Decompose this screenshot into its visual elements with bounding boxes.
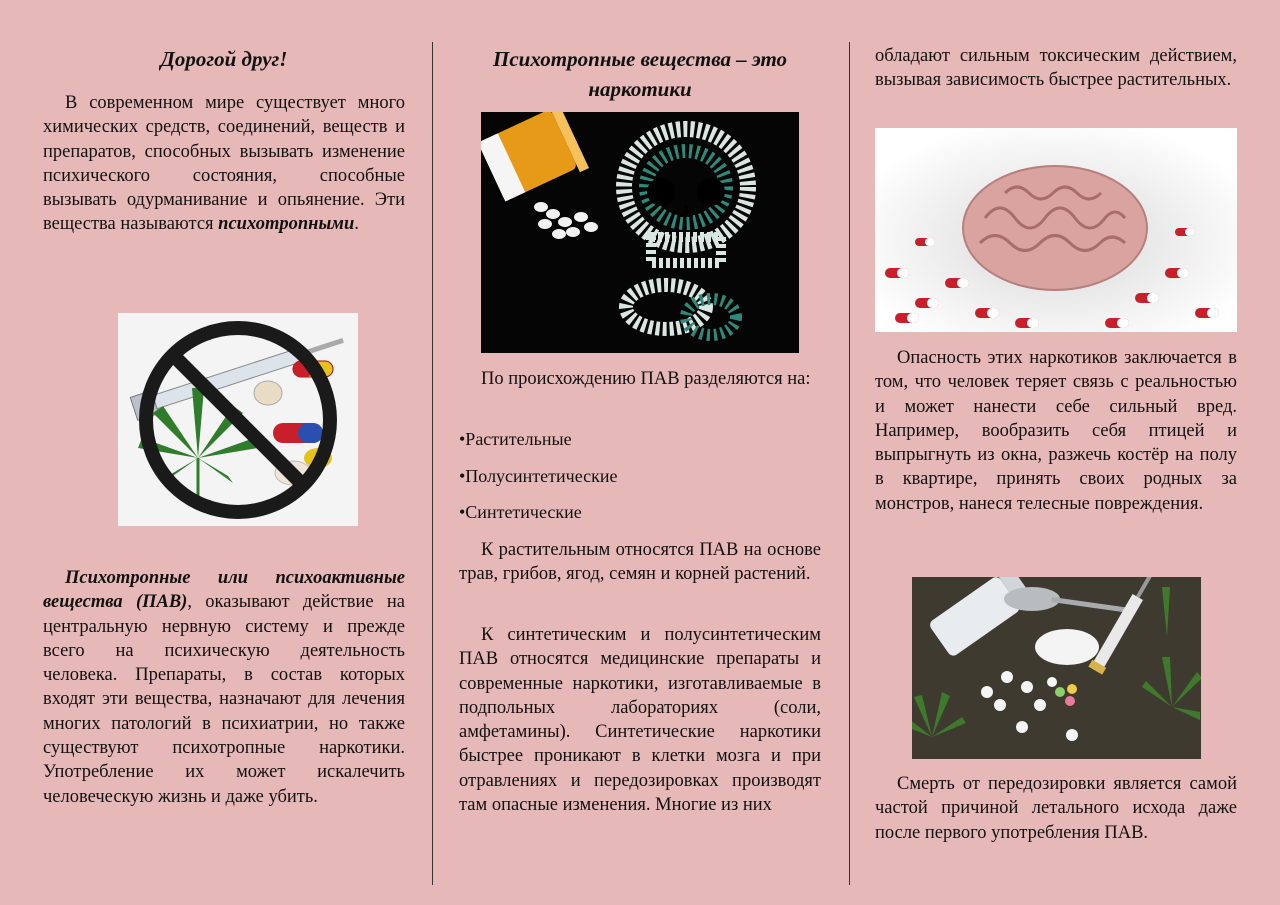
intro-emphasis: психотропными bbox=[218, 214, 355, 235]
column-divider-left bbox=[432, 42, 433, 885]
pav-definition-emphasis: Психотропные или психоактивные вещества (ПАВ) bbox=[43, 568, 405, 613]
origin-list-item-2: •Полусинтетические bbox=[459, 466, 618, 486]
continued-paragraph: обладают сильным токсическим действием, вызывая зависимость быстрее растительных. bbox=[875, 46, 1237, 91]
greeting-title: Дорогой друг! bbox=[160, 47, 288, 71]
drugs-table-image bbox=[912, 577, 1201, 759]
origin-list-item-1: •Растительные bbox=[459, 429, 572, 449]
intro-paragraph bbox=[43, 91, 405, 237]
origin-intro-text: По происхождению ПАВ разделяются на: bbox=[481, 369, 811, 389]
pav-definition-text: , оказывают действие на центральную нервную систему и прежде всего на психическую деятельность человека. Препараты, в состав которых входят эти вещества, назначают для лечения многих патологий в психиатрии, но также существуют психотропные наркотики. Употребление их может искалечить человеческую жизнь и даже убить. bbox=[43, 592, 405, 807]
pill-skull-image bbox=[481, 112, 799, 353]
intro-text: В современном мире существует много химических средств, соединений, веществ и препаратов, способных вызывать изменение психического состояния, способные вызывать одурманивание и опьянение. Эти вещества называются bbox=[43, 93, 405, 235]
brain-pills-image bbox=[875, 128, 1237, 332]
intro-end: . bbox=[354, 214, 359, 235]
origin-intro bbox=[459, 367, 821, 391]
section-title: Психотропные вещества – это наркотики bbox=[493, 47, 787, 101]
synthetic-paragraph: К синтетическим и полусинтетическим ПАВ относятся медицинские препараты и современные наркотики, изготавливаемые в подпольных лабораториях (соли, амфетамины). Синтетические наркотики быстрее проникают в клетки мозга и при отравлениях и передозировках производят там опасные изменения. Многие из них bbox=[459, 625, 821, 816]
death-paragraph: Смерть от передозировки является самой частой причиной летального исхода даже после первого употребления ПАВ. bbox=[875, 774, 1237, 843]
plant-paragraph: К растительным относятся ПАВ на основе трав, грибов, ягод, семян и корней растений. bbox=[459, 540, 821, 585]
no-drugs-sign-image bbox=[118, 313, 358, 526]
danger-paragraph: Опасность этих наркотиков заключается в том, что человек теряет связь с реальностью и может нанести себе сильный вред. Например, вообразить себя птицей и выпрыгнуть из окна, разжечь костёр на полу в квартире, принять своих родных за монстров, нанеся телесные повреждения. bbox=[875, 348, 1237, 514]
column-divider-right bbox=[849, 42, 850, 885]
pav-definition-paragraph bbox=[43, 566, 405, 809]
origin-list-item-3: •Синтетические bbox=[459, 502, 582, 522]
